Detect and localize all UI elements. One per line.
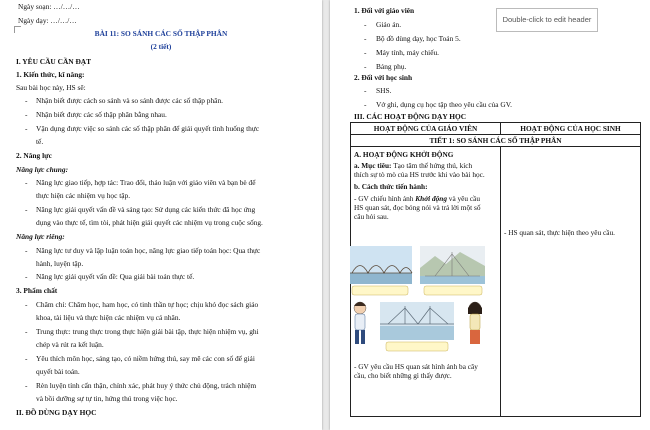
activity-heading: A. HOẠT ĐỘNG KHỞI ĐỘNG	[354, 150, 454, 159]
list-bullet: -	[25, 96, 28, 105]
speech-bubble	[352, 286, 408, 295]
list-bullet: -	[25, 327, 28, 336]
list-item: SHS.	[376, 86, 392, 95]
list-item-continuation: dụng vào thực tế, tìm tòi, phát hiện giải quyết các nhiệm vụ trong cuộc sống.	[36, 218, 263, 227]
lesson-subtitle: (2 tiết)	[150, 42, 172, 51]
student-figure-right	[468, 302, 482, 344]
subheading-teacher: 1. Đối với giáo viên	[354, 6, 415, 15]
teacher-step-text: và yêu cầu	[446, 194, 481, 203]
list-item-continuation: hành, luyện tập.	[36, 259, 84, 268]
list-item: Chăm chỉ: Chăm học, ham học, có tinh thần tự học; chịu khó đọc sách giáo	[36, 300, 259, 309]
list-bullet: -	[364, 34, 367, 43]
list-bullet: -	[25, 110, 28, 119]
document-page-left	[0, 0, 322, 430]
list-item: Năng lực giải quyết vấn đề: Qua giải bài toán thực tế.	[36, 272, 195, 281]
section-heading-requirements: I. YÊU CẦU CẦN ĐẠT	[16, 57, 92, 66]
list-bullet: -	[364, 62, 367, 71]
list-bullet: -	[25, 205, 28, 214]
teacher-step-emphasis: Khởi động	[415, 194, 447, 203]
speech-bubble	[386, 342, 448, 351]
list-item-continuation: khoa, tài liệu và thực hiện các nhiệm vụ cá nhân.	[36, 313, 181, 322]
lesson-title: BÀI 11: SO SÁNH CÁC SỐ THẬP PHÂN	[94, 29, 228, 38]
teacher-step-text: câu hỏi sau.	[354, 212, 389, 221]
activity-goal	[354, 161, 497, 179]
student-figure-left	[354, 302, 366, 344]
table-header-student: HOẠT ĐỘNG CỦA HỌC SINH	[501, 123, 641, 135]
subheading-specific-capacity: Năng lực riêng:	[16, 232, 65, 241]
goal-text: thích sự tò mò của HS trước khi vào bài học.	[354, 170, 485, 179]
subheading-capacity: 2. Năng lực	[16, 151, 52, 160]
list-item: Năng lực giải quyết vấn đề và sáng tạo: Sử dụng các kiến thức đã học ứng	[36, 205, 256, 214]
date-taught: Ngày dạy: …/…/…	[18, 16, 77, 25]
subheading-student: 2. Đối với học sinh	[354, 73, 413, 82]
list-item-continuation: và bồi dưỡng sự tự tin, hứng thú trong việc học.	[36, 394, 178, 403]
document-page-right	[330, 0, 650, 430]
teacher-step-text: - GV yêu cầu HS quan sát hình ảnh ba cây	[354, 362, 478, 371]
table-cell-student	[501, 147, 641, 417]
list-item: Năng lực giao tiếp, hợp tác: Trao đổi, thảo luận với giáo viên và bạn bè để	[36, 178, 256, 187]
list-bullet: -	[25, 354, 28, 363]
list-item-continuation: quyết bài toán.	[36, 367, 80, 376]
list-item: Bảng phụ.	[376, 62, 407, 71]
list-item: Trung thực: trung thực trong thực hiện giải bài tập, thực hiện nhiệm vụ, ghi	[36, 327, 259, 336]
list-bullet: -	[25, 300, 28, 309]
teacher-step-2	[354, 362, 499, 380]
list-item: Rèn luyện tính cẩn thận, chính xác, phát huy ý thức chủ động, trách nhiệm	[36, 381, 257, 390]
bridges-illustration	[350, 246, 485, 354]
list-bullet: -	[25, 178, 28, 187]
subheading-general-capacity: Năng lực chung:	[16, 165, 69, 174]
list-item: Bộ đồ dùng dạy, học Toán 5.	[376, 34, 461, 43]
goal-label: a. Mục tiêu:	[354, 161, 392, 170]
table-lesson-row: TIẾT 1: SO SÁNH CÁC SỐ THẬP PHÂN	[351, 135, 641, 147]
list-item-continuation: chép và rút ra kết luận.	[36, 340, 104, 349]
date-prepared: Ngày soạn: …/…/…	[18, 2, 80, 11]
speech-bubble	[424, 286, 482, 295]
list-item: Yêu thích môn học, sáng tạo, có niềm hứng thú, say mê các con số để giải	[36, 354, 255, 363]
list-bullet: -	[364, 86, 367, 95]
list-bullet: -	[25, 124, 28, 133]
goal-text: Tạo tâm thế hứng thú, kích	[391, 161, 473, 170]
list-item: Vận dụng được việc so sánh các số thập phân để giải quyết tình huống thực	[36, 124, 260, 133]
list-bullet: -	[25, 246, 28, 255]
list-bullet: -	[364, 20, 367, 29]
teacher-step-text: HS quan sát, đọc bóng nói và trả lời một số	[354, 203, 481, 212]
subheading-knowledge: 1. Kiến thức, kĩ năng:	[16, 70, 85, 79]
list-item: Vở ghi, dụng cụ học tập theo yêu cầu của GV.	[376, 100, 512, 109]
list-item: Nhận biết được các số thập phân bằng nhau.	[36, 110, 167, 119]
list-item: Máy tính, máy chiếu.	[376, 48, 440, 57]
header-edit-placeholder[interactable]: Double-click to edit header	[496, 8, 598, 32]
section-heading-materials: II. ĐỒ DÙNG DẠY HỌC	[16, 408, 97, 417]
list-bullet: -	[364, 100, 367, 109]
knowledge-intro: Sau bài học này, HS sẽ:	[16, 83, 86, 92]
teacher-step-text: cầu, cho biết những gì thấy được.	[354, 371, 452, 380]
table-header-teacher: HOẠT ĐỘNG CỦA GIÁO VIÊN	[351, 123, 501, 135]
list-item: Nhận biết được cách so sánh và so sánh được các số thập phân.	[36, 96, 223, 105]
subheading-qualities: 3. Phẩm chất	[16, 286, 58, 295]
list-item-continuation: tế.	[36, 137, 44, 146]
list-bullet: -	[25, 272, 28, 281]
teacher-step-text: - GV chiếu hình ảnh	[354, 194, 416, 203]
method-heading: b. Cách thức tiến hành:	[354, 182, 428, 191]
list-item-continuation: thực hiện các nhiệm vụ học tập.	[36, 191, 131, 200]
teacher-step-1	[354, 194, 497, 221]
list-item: Giáo án.	[376, 20, 402, 29]
section-heading-activities: III. CÁC HOẠT ĐỘNG DẠY HỌC	[354, 112, 467, 121]
student-response: - HS quan sát, thực hiện theo yêu cầu.	[504, 228, 615, 237]
list-item: Năng lực tư duy và lập luận toán học, năng lực giao tiếp toán học: Qua thực	[36, 246, 261, 255]
list-bullet: -	[25, 381, 28, 390]
list-bullet: -	[364, 48, 367, 57]
